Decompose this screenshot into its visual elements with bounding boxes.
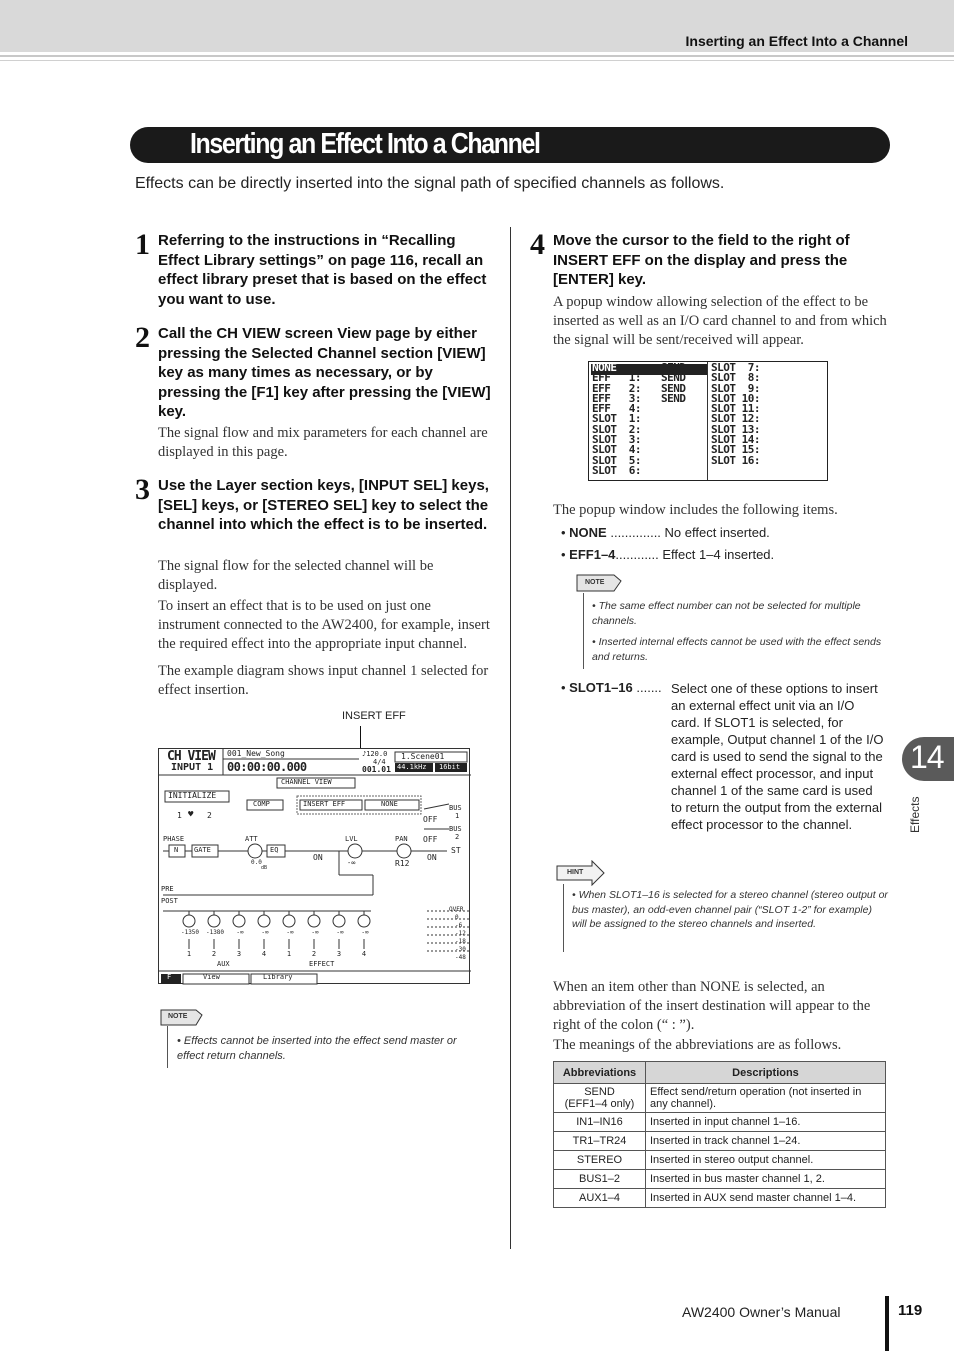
lcd-on: ON bbox=[313, 853, 323, 862]
popup-option-item: SLOT 6: bbox=[592, 463, 641, 477]
header-rule bbox=[0, 55, 954, 57]
footer-manual-title: AW2400 Owner’s Manual bbox=[682, 1304, 841, 1320]
send-number: 4 bbox=[361, 950, 367, 958]
send-number: 4 bbox=[261, 950, 267, 958]
link-icon: ♥ bbox=[188, 810, 194, 820]
description-cell: Inserted in input channel 1–16. bbox=[646, 1113, 886, 1132]
abbreviation-cell: SEND (EFF1–4 only) bbox=[554, 1084, 646, 1113]
send-level-value: -∞ bbox=[336, 929, 344, 936]
page-number: 119 bbox=[898, 1302, 923, 1319]
lcd-pair-2: 2 bbox=[207, 811, 212, 820]
popup-option-item: SLOT 15: bbox=[711, 443, 760, 457]
hint-text: • When SLOT1–16 is selected for a stereo channel (stereo output or bus master), an odd-even channel pair (“SLOT 1-2” for example) will be assigned to the stereo channels and inserted. bbox=[572, 889, 888, 930]
lcd-pre: PRE bbox=[161, 885, 174, 893]
header-rule-thin bbox=[0, 60, 954, 61]
abbreviation-paragraph: When an item other than NONE is selected, an abbreviation of the insert destination will appear to the right of the colon (“ : ”). bbox=[553, 979, 871, 1033]
popup-send-item: SEND bbox=[661, 391, 686, 405]
hint-icon bbox=[556, 860, 606, 886]
description-cell: Inserted in bus master channel 1, 2. bbox=[646, 1170, 886, 1189]
abbreviation-cell: AUX1–4 bbox=[554, 1189, 646, 1208]
send-number: 3 bbox=[236, 950, 242, 958]
send-number: 2 bbox=[211, 950, 217, 958]
item-slot-term: • SLOT1–16 ....... bbox=[561, 680, 662, 695]
lcd-off-2: OFF bbox=[423, 835, 438, 844]
footer-bar bbox=[885, 1296, 889, 1351]
send-knob bbox=[208, 915, 220, 927]
lcd-lvl-value: -∞ bbox=[347, 859, 356, 867]
popup-divider bbox=[707, 362, 708, 480]
meter-scale-label: -48 bbox=[455, 954, 466, 961]
send-level-value: -∞ bbox=[236, 929, 244, 936]
popup-option-item: SLOT 13: bbox=[711, 422, 760, 436]
popup-option-item: SLOT 11: bbox=[711, 402, 760, 416]
lcd-insert-eff: INSERT EFF bbox=[303, 800, 346, 808]
description-cell: Inserted in track channel 1–24. bbox=[646, 1132, 886, 1151]
abbreviation-cell: BUS1–2 bbox=[554, 1170, 646, 1189]
send-knob bbox=[258, 915, 270, 927]
running-header: Inserting an Effect Into a Channel bbox=[685, 33, 908, 49]
column-divider bbox=[510, 227, 511, 1249]
step-heading: Use the Layer section keys, [INPUT SEL] keys, [SEL] keys, or [STEREO SEL] key to select the channel into which the effect is to be inserted. bbox=[158, 477, 489, 533]
abbreviation-intro: The meanings of the abbreviations are as follows. bbox=[553, 1037, 842, 1053]
send-knob bbox=[283, 915, 295, 927]
lcd-comp: COMP bbox=[253, 800, 270, 808]
lcd-pan-value: R12 bbox=[395, 859, 410, 868]
send-level-value: -1380 bbox=[205, 929, 225, 936]
popup-list-left bbox=[592, 363, 641, 476]
send-number: 3 bbox=[336, 950, 342, 958]
item-none: • NONE .............. No effect inserted. bbox=[561, 525, 770, 540]
chapter-label: Effects bbox=[908, 796, 922, 833]
abbreviation-cell: STEREO bbox=[554, 1151, 646, 1170]
popup-option-item: EFF 2: bbox=[592, 381, 641, 395]
intro-paragraph: Effects can be directly inserted into the signal path of specified channels as follows. bbox=[135, 175, 725, 192]
popup-option-item: NONE bbox=[592, 361, 617, 374]
lcd-off-1: OFF bbox=[423, 815, 438, 824]
popup-option-item: SLOT 5: bbox=[592, 453, 641, 467]
item-eff: • EFF1–4............ Effect 1–4 inserted. bbox=[561, 547, 775, 562]
table-row bbox=[554, 1170, 886, 1189]
meter-scale-label: -30 bbox=[455, 946, 466, 953]
send-level-value: -∞ bbox=[361, 929, 369, 936]
send-level-value: -1350 bbox=[180, 929, 200, 936]
table-header: Abbreviations bbox=[554, 1062, 646, 1084]
note-icon bbox=[160, 1008, 204, 1026]
table-row bbox=[554, 1113, 886, 1132]
send-level-value: -∞ bbox=[311, 929, 319, 936]
insert-popup-window bbox=[588, 361, 828, 481]
abbreviation-cell: IN1–IN16 bbox=[554, 1113, 646, 1132]
lcd-att: ATT bbox=[245, 835, 258, 843]
lcd-channel-view: CHANNEL VIEW bbox=[281, 778, 332, 786]
insert-eff-callout: INSERT EFF bbox=[342, 710, 406, 722]
send-number: 2 bbox=[311, 950, 317, 958]
lcd-tab-f: F bbox=[167, 973, 172, 981]
popup-option-item: SLOT 9: bbox=[711, 381, 760, 395]
step-heading: Move the cursor to the field to the right of INSERT EFF on the display and press the [ENTER] key. bbox=[553, 232, 850, 288]
popup-send-item: SEND bbox=[661, 381, 686, 395]
popup-option-item: EFF 4: bbox=[592, 402, 641, 416]
send-knob bbox=[308, 915, 320, 927]
send-level-value: -∞ bbox=[261, 929, 269, 936]
description-cell: Inserted in AUX send master channel 1–4. bbox=[646, 1189, 886, 1208]
send-number: 1 bbox=[186, 950, 192, 958]
step-body: To insert an effect that is to be used on just one instrument connected to the AW2400, for example, insert the required effect into the appropriate input channel. bbox=[158, 598, 490, 652]
lcd-on-2: ON bbox=[427, 853, 437, 862]
popup-list-right bbox=[711, 363, 760, 466]
lcd-aux: AUX bbox=[217, 960, 230, 968]
lcd-insert-value: NONE bbox=[381, 800, 398, 808]
lcd-channel: INPUT 1 bbox=[171, 762, 214, 773]
meter-scale-label: 0 bbox=[455, 914, 459, 921]
note-icon bbox=[576, 573, 624, 593]
table-row bbox=[554, 1132, 886, 1151]
popup-option-item: SLOT 2: bbox=[592, 422, 641, 436]
lcd-effect: EFFECT bbox=[309, 960, 335, 968]
lcd-bits: 16bit bbox=[439, 763, 461, 771]
step-heading: Referring to the instructions in “Recalling Effect Library settings” on page 116, recall an effect library preset that is based on the effect you want to use. bbox=[158, 232, 487, 308]
lcd-tab-library: Library bbox=[263, 973, 293, 981]
table-header: Descriptions bbox=[646, 1062, 886, 1084]
popup-list-send bbox=[661, 363, 686, 404]
popup-option-item: EFF 1: bbox=[592, 371, 641, 385]
description-cell: Inserted in stereo output channel. bbox=[646, 1151, 886, 1170]
note-bullet: • Inserted internal effects cannot be used with the effect sends and returns. bbox=[592, 636, 882, 663]
lcd-post: POST bbox=[161, 897, 178, 905]
popup-option-item: SLOT 1: bbox=[592, 412, 641, 426]
send-knob bbox=[358, 915, 370, 927]
lcd-pan: PAN bbox=[395, 835, 408, 843]
step-body: The signal flow and mix parameters for each channel are displayed in this page. bbox=[158, 425, 488, 460]
lcd-tempo: ♪120.0 bbox=[362, 750, 388, 758]
step-body: The example diagram shows input channel 1 selected for effect insertion. bbox=[158, 663, 489, 698]
ch-view-screen bbox=[158, 748, 470, 984]
note-tag-label: NOTE bbox=[585, 579, 605, 586]
lcd-gate: GATE bbox=[194, 846, 211, 854]
lcd-att-unit: dB bbox=[261, 865, 268, 871]
step-number: 4 bbox=[530, 228, 545, 261]
note-text: • Effects cannot be inserted into the effect send master or effect return channels. bbox=[177, 1035, 457, 1062]
step-number: 2 bbox=[135, 321, 150, 354]
popup-option-item: SLOT 14: bbox=[711, 433, 760, 447]
lcd-eq: EQ bbox=[270, 846, 279, 854]
lcd-title: CH VIEW bbox=[167, 749, 215, 764]
lcd-pair-1: 1 bbox=[177, 811, 182, 820]
popup-option-item: SLOT 7: bbox=[711, 361, 760, 374]
lcd-meter: 4/4 bbox=[373, 758, 386, 766]
step-body: The signal flow for the selected channel will be displayed. bbox=[158, 558, 434, 593]
lcd-initialize-button: INITIALIZE bbox=[168, 791, 217, 800]
lcd-rate: 44.1kHz bbox=[397, 763, 427, 771]
lcd-song: 001_New_Song bbox=[227, 749, 285, 758]
popup-intro: The popup window includes the following items. bbox=[553, 502, 838, 518]
lcd-bus-1: BUS 1 bbox=[449, 804, 462, 820]
lcd-time: 00:00:00.000 bbox=[227, 760, 307, 774]
table-row bbox=[554, 1084, 886, 1113]
abbreviations-table bbox=[553, 1061, 886, 1208]
send-knob bbox=[333, 915, 345, 927]
send-knob bbox=[233, 915, 245, 927]
popup-option-item: SLOT 10: bbox=[711, 391, 760, 405]
note-rule bbox=[167, 1026, 168, 1068]
lcd-n: N bbox=[174, 846, 179, 854]
item-slot-desc: Select one of these options to insert an external effect unit via an I/O card. If SLOT1 is selected, for example, Output channel 1 of the I/O card is used to send the signal to the external effect processor, and input channel 1 of the same card is used to return the output from the external effect processor to the channel. bbox=[671, 681, 884, 832]
popup-send-item: SEND bbox=[661, 371, 686, 385]
lcd-tab-view: View bbox=[203, 973, 220, 981]
lcd-bus-2: BUS 2 bbox=[449, 825, 462, 841]
lcd-att-value: 0.0 bbox=[251, 859, 262, 866]
note-tag-label: NOTE bbox=[168, 1013, 188, 1020]
abbreviation-cell: TR1–TR24 bbox=[554, 1132, 646, 1151]
lcd-st: ST bbox=[451, 846, 461, 855]
popup-option-item: SLOT 12: bbox=[711, 412, 760, 426]
note-rule bbox=[583, 593, 584, 669]
table-row bbox=[554, 1151, 886, 1170]
meter-scale-label: -6 bbox=[455, 922, 463, 929]
send-knob bbox=[183, 915, 195, 927]
popup-option-item: EFF 3: bbox=[592, 391, 641, 405]
table-row bbox=[554, 1189, 886, 1208]
description-cell: Effect send/return operation (not inserted in any channel). bbox=[646, 1084, 886, 1113]
popup-option-item: SLOT 16: bbox=[711, 453, 760, 467]
hint-tag-label: HINT bbox=[567, 869, 584, 876]
step-heading: Call the CH VIEW screen View page by either pressing the Selected Channel section [VIEW] key as many times as necessary, or by pressing the [F1] key after pressing the [VIEW] key. bbox=[158, 325, 491, 420]
send-number: 1 bbox=[286, 950, 292, 958]
popup-option-item: SLOT 3: bbox=[592, 433, 641, 447]
lcd-bar: 001.01 bbox=[362, 765, 391, 774]
meter-scale-label: -18 bbox=[455, 938, 466, 945]
step-number: 3 bbox=[135, 473, 150, 506]
meter-scale-label: OVER bbox=[449, 906, 464, 913]
popup-option-item: SLOT 8: bbox=[711, 371, 760, 385]
lcd-lvl: LVL bbox=[345, 835, 358, 843]
table-header-row bbox=[554, 1062, 886, 1084]
meter-scale-label: -12 bbox=[455, 930, 466, 937]
send-level-value: -∞ bbox=[286, 929, 294, 936]
popup-option-item: SLOT 4: bbox=[592, 443, 641, 457]
popup-send-item: SEND bbox=[661, 361, 686, 374]
section-title: Inserting an Effect Into a Channel bbox=[190, 128, 540, 160]
step-body: A popup window allowing selection of the effect to be inserted as well as an I/O card channel to and from which the signal will be sent/received will appear. bbox=[553, 294, 887, 348]
lcd-phase: PHASE bbox=[163, 835, 185, 843]
hint-rule bbox=[563, 884, 564, 952]
note-bullet: • The same effect number can not be selected for multiple channels. bbox=[592, 600, 861, 627]
step-number: 1 bbox=[135, 228, 150, 261]
chapter-number: 14 bbox=[910, 739, 944, 775]
lcd-scene: 1.Scene01 bbox=[401, 752, 445, 761]
